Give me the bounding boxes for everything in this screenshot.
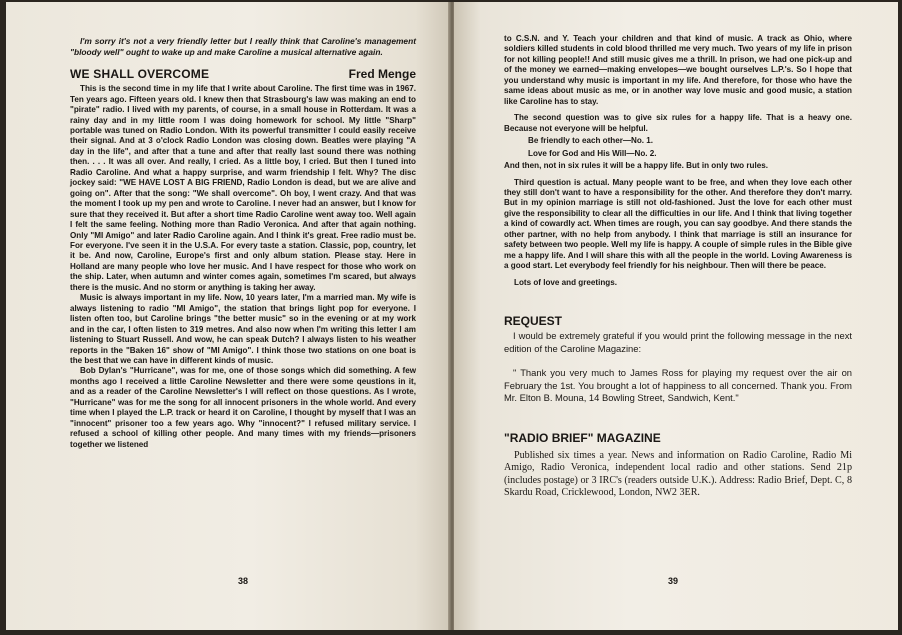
article-paragraph: This is the second time in my life that I write about Caroline. The first time was in 1967. Ten years ago. Fifteen years old. I knew then that Strasbourg's law was making an end to "pirate" radio. I lived with my parents, of course, in a small house in Rotterdam. It was a rainy day and in my little room I was doing homework for school. My little "Sharp" portable was tuned on Radio London. With its powerful transmitter I could easily receive their signal. And at 3 o'clock Radio London was closing down. Beatles were playing "A day in the life", and after that a tune and after that really last sound there was nothing then. . . . It was all over. And really, I cried. As a little boy, I cried. But then I tuned into Radio Caroline. And what a happy surprise, and warm friendship I felt. Why? The disc jockey said: "WE HAVE LOST A BIG FRIEND, Radio London is dead, but we are alive and going on". After that the song: "We shall overcome". Oh boy, I went crazy. And that was the moment I took up my pen and wrote to Caroline. I never had an answer, but I know for sure that they received it. But after a short time Radio Caroline went away too. Well again I felt the same feeling. Nothing more than Radio Veronica. And after that again nothing. Only "MI Amigo" and later Radio Caroline again. And I think it's great. Free radio must be. For everyone. I've seen it in the U.S.A. For every taste a station. Classic, pop, country, let it be. And now, Caroline, Europe's first and only album station. Please stay. Here in Holland are many people who love her music. And I have respect for those who work on the ship. Later, when autumn and winter comes again, sometimes I'm scared, but always there is the music. And no storm or anything is taking her away. [70,84,416,292]
magazine-spread [6,2,898,630]
article-paragraph: Music is always important in my life. Now, 10 years later, I'm a married man. My wife is always listening to radio "MI Amigo", the station that brings light pop for everyone. I listen often too, but Caroline brings "the better music" so in the evening or at my work and in the car, I often listen to 319 metres. And also now when I'm writing this letter I am listening to Stuart Russell. And wow, he can speak Dutch? I always listen to his weather reports in the "Baken 16" show of "MI Amigo". I think those two stations on one boat is the best that we can have in different kinds of music. [70,293,416,365]
request-quote: " Thank you very much to James Ross for playing my request over the air on February the 1st. You brought a lot of happiness to all concerned. Thank you. From Mr. Elton B. Mouna, 14 Bowling Street, Sandwich, Kent." [504,367,852,404]
intro-text: I'm sorry it's not a very friendly letter but I really think that Caroline's management "bloody well" ought to wake up and make Caroline a musical alternative again. [70,36,416,57]
radio-brief-title: "RADIO BRIEF" MAGAZINE [504,431,661,446]
page-number-left: 38 [238,576,249,586]
left-column [70,36,416,450]
article-author: Fred Menge [348,67,416,82]
article-paragraph: The second question was to give six rules for a happy life. That is a heavy one. Because not everyone will be helpful. [504,113,852,133]
signoff: Lots of love and greetings. [514,277,617,287]
radio-brief-body: Published six times a year. News and information on Radio Caroline, Radio Mi Amigo, Radio Veronica, independent local radio and other stations. Send 21p (includes postage) or 3 IRC's (readers outside U.K.). Address: Radio Brief, Dept. C, 8 Skardu Road, Cricklewood, London, NW2 3ER. [504,450,852,499]
right-page [454,2,898,630]
right-column [504,34,852,500]
article-paragraph: Third question is actual. Many people want to be free, and when they love each other they still don't want to have a responsibility for the other. And therefore they don't marry. But in my opinion marriage is still not old-fashioned. Just the love for each other must give the responsibility to clear all the difficulties in our life. And I think that living together a kind of cowardly act. When times are rough, you can say goodbye. And there stands the other partner, with no help from anybody. I think that marriage is still an insurance for safety between two people. Well my life is happy. A couple of simple rules in the Bible give me a happy life. And I will share this with all the people in the world. Loving Awareness is a good start. Let everybody feel friendly for his neighbour. Then will there be peace. [504,177,852,271]
article-title: WE SHALL OVERCOME [70,67,210,82]
request-paragraph: I would be extremely grateful if you would print the following message in the next edition of the Caroline Magazine: [504,330,852,354]
page-number-right: 39 [668,576,679,586]
article-heading [70,67,416,81]
article-paragraph: Bob Dylan's "Hurricane", was for me, one of those songs which did something. A few months ago I received a little Caroline Newsletter and there were some qeustions in it, and as a reader of the Caroline Newsletter's I will reflect on those questions. As I wrote, "Hurricane" was for me the song for all innocent prisoners in the whole world. And every time when I played the L.P. track or heard it on Caroline, I thought by myself that I was an "innocent" prisoner too a few years ago. Why "innocent?" I refused military service. I refused a school of killing other people. And many times with my friends—prisoners together we listened [70,366,416,449]
article-paragraph: And then, not in six rules it will be a happy life. But in only two rules. [504,161,768,171]
rule-item: Love for God and His Will—No. 2. [528,149,657,159]
article-paragraph: to C.S.N. and Y. Teach your children and that kind of music. A track as Ohio, where soldiers killed students in cold blood thrilled me very much. Two years of my life in prison for not killing people!! And still music gives me a thrill. In prison, we had one pick-up and of the money we earned—making envelopes—we bought ourselves L.P.'s. So I hope that you understand why music is important in my life. And therefore, for those who have the same ideas about music as me, or in another way love music and good music, a station like Caroline has to stay. [504,34,852,106]
rule-item: Be friendly to each other—No. 1. [528,136,654,146]
left-page [6,2,451,630]
request-title: REQUEST [504,314,563,329]
